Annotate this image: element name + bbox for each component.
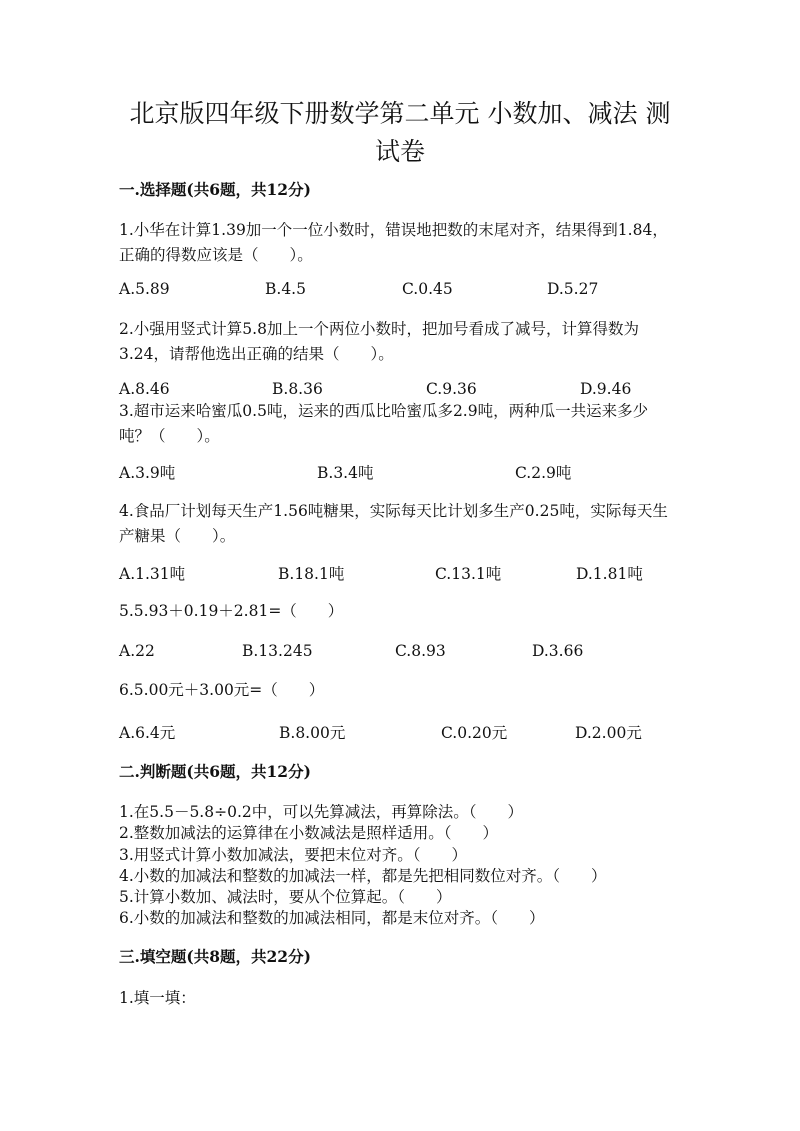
option-d: D.1.81吨 [576,565,643,583]
option-c: C.13.1吨 [435,565,502,583]
choice-options-5 [119,642,679,664]
choice-question-4: 4.食品厂计划每天生产1.56吨糖果，实际每天比计划多生产0.25吨，实际每天生产糖果（ ）。 [119,502,668,545]
choice-question-3: 3.超市运来哈蜜瓜0.5吨，运来的西瓜比哈蜜瓜多2.9吨，两种瓜一共运来多少吨？（ ）。 [119,402,649,445]
option-a: A.5.89 [119,280,170,298]
option-b: B.3.4吨 [317,464,374,482]
option-c: C.0.20元 [441,724,508,742]
judge-question-2: 2.整数加减法的运算律在小数减法是照样适用。（ ） [119,824,499,842]
option-a: A.3.9吨 [119,464,176,482]
section-heading-fill: 三.填空题(共8题，共22分) [119,947,311,966]
option-b: B.18.1吨 [278,565,345,583]
option-b: B.4.5 [265,280,306,298]
choice-question-6: 6.5.00元＋3.00元=（ ） [119,681,325,699]
section-heading-judge: 二.判断题(共6题，共12分) [119,762,311,781]
judge-question-5: 5.计算小数加、减法时，要从个位算起。（ ） [119,888,452,906]
choice-question-1: 1.小华在计算1.39加一个一位小数时，错误地把数的末尾对齐，结果得到1.84，正确的得数应该是（ ）。 [119,221,668,264]
option-d: D.9.46 [580,380,632,398]
option-b: B.8.36 [272,380,323,398]
option-c: C.2.9吨 [515,464,572,482]
judge-question-4: 4.小数的加减法和整数的加减法一样，都是先把相同数位对齐。（ ） [119,867,607,885]
choice-question-5: 5.5.93＋0.19＋2.81=（ ） [119,602,344,620]
title-line-2: 试卷 [374,137,425,166]
section-heading-choice: 一.选择题(共6题，共12分) [119,180,311,199]
option-a: A.6.4元 [119,724,176,742]
option-a: A.1.31吨 [119,565,186,583]
option-c: C.0.45 [402,280,453,298]
judge-question-1: 1.在5.5－5.8÷0.2中，可以先算减法，再算除法。（ ） [119,803,523,821]
choice-options-6 [119,721,679,743]
option-c: C.9.36 [426,380,477,398]
choice-question-2: 2.小强用竖式计算5.8加上一个两位小数时，把加号看成了减号，计算得数为3.24，请帮他选出正确的结果（ ）。 [119,320,639,363]
judge-question-3: 3.用竖式计算小数加减法，要把末位对齐。（ ） [119,846,468,864]
fill-question-1: 1.填一填： [119,989,196,1007]
judge-question-6: 6.小数的加减法和整数的加减法相同，都是末位对齐。（ ） [119,909,545,927]
option-b: B.8.00元 [279,724,346,742]
option-a: A.22 [119,642,155,660]
option-a: A.8.46 [119,380,170,398]
option-b: B.13.245 [242,642,313,660]
choice-options-3 [119,461,679,483]
option-d: D.2.00元 [575,724,642,742]
choice-options-4 [119,562,679,584]
title-line-1: 北京版四年级下册数学第二单元 小数加、减法 测 [129,99,671,128]
option-c: C.8.93 [395,642,446,660]
option-d: D.3.66 [532,642,584,660]
choice-options-1 [119,280,679,302]
page-title [100,95,700,171]
option-d: D.5.27 [547,280,599,298]
